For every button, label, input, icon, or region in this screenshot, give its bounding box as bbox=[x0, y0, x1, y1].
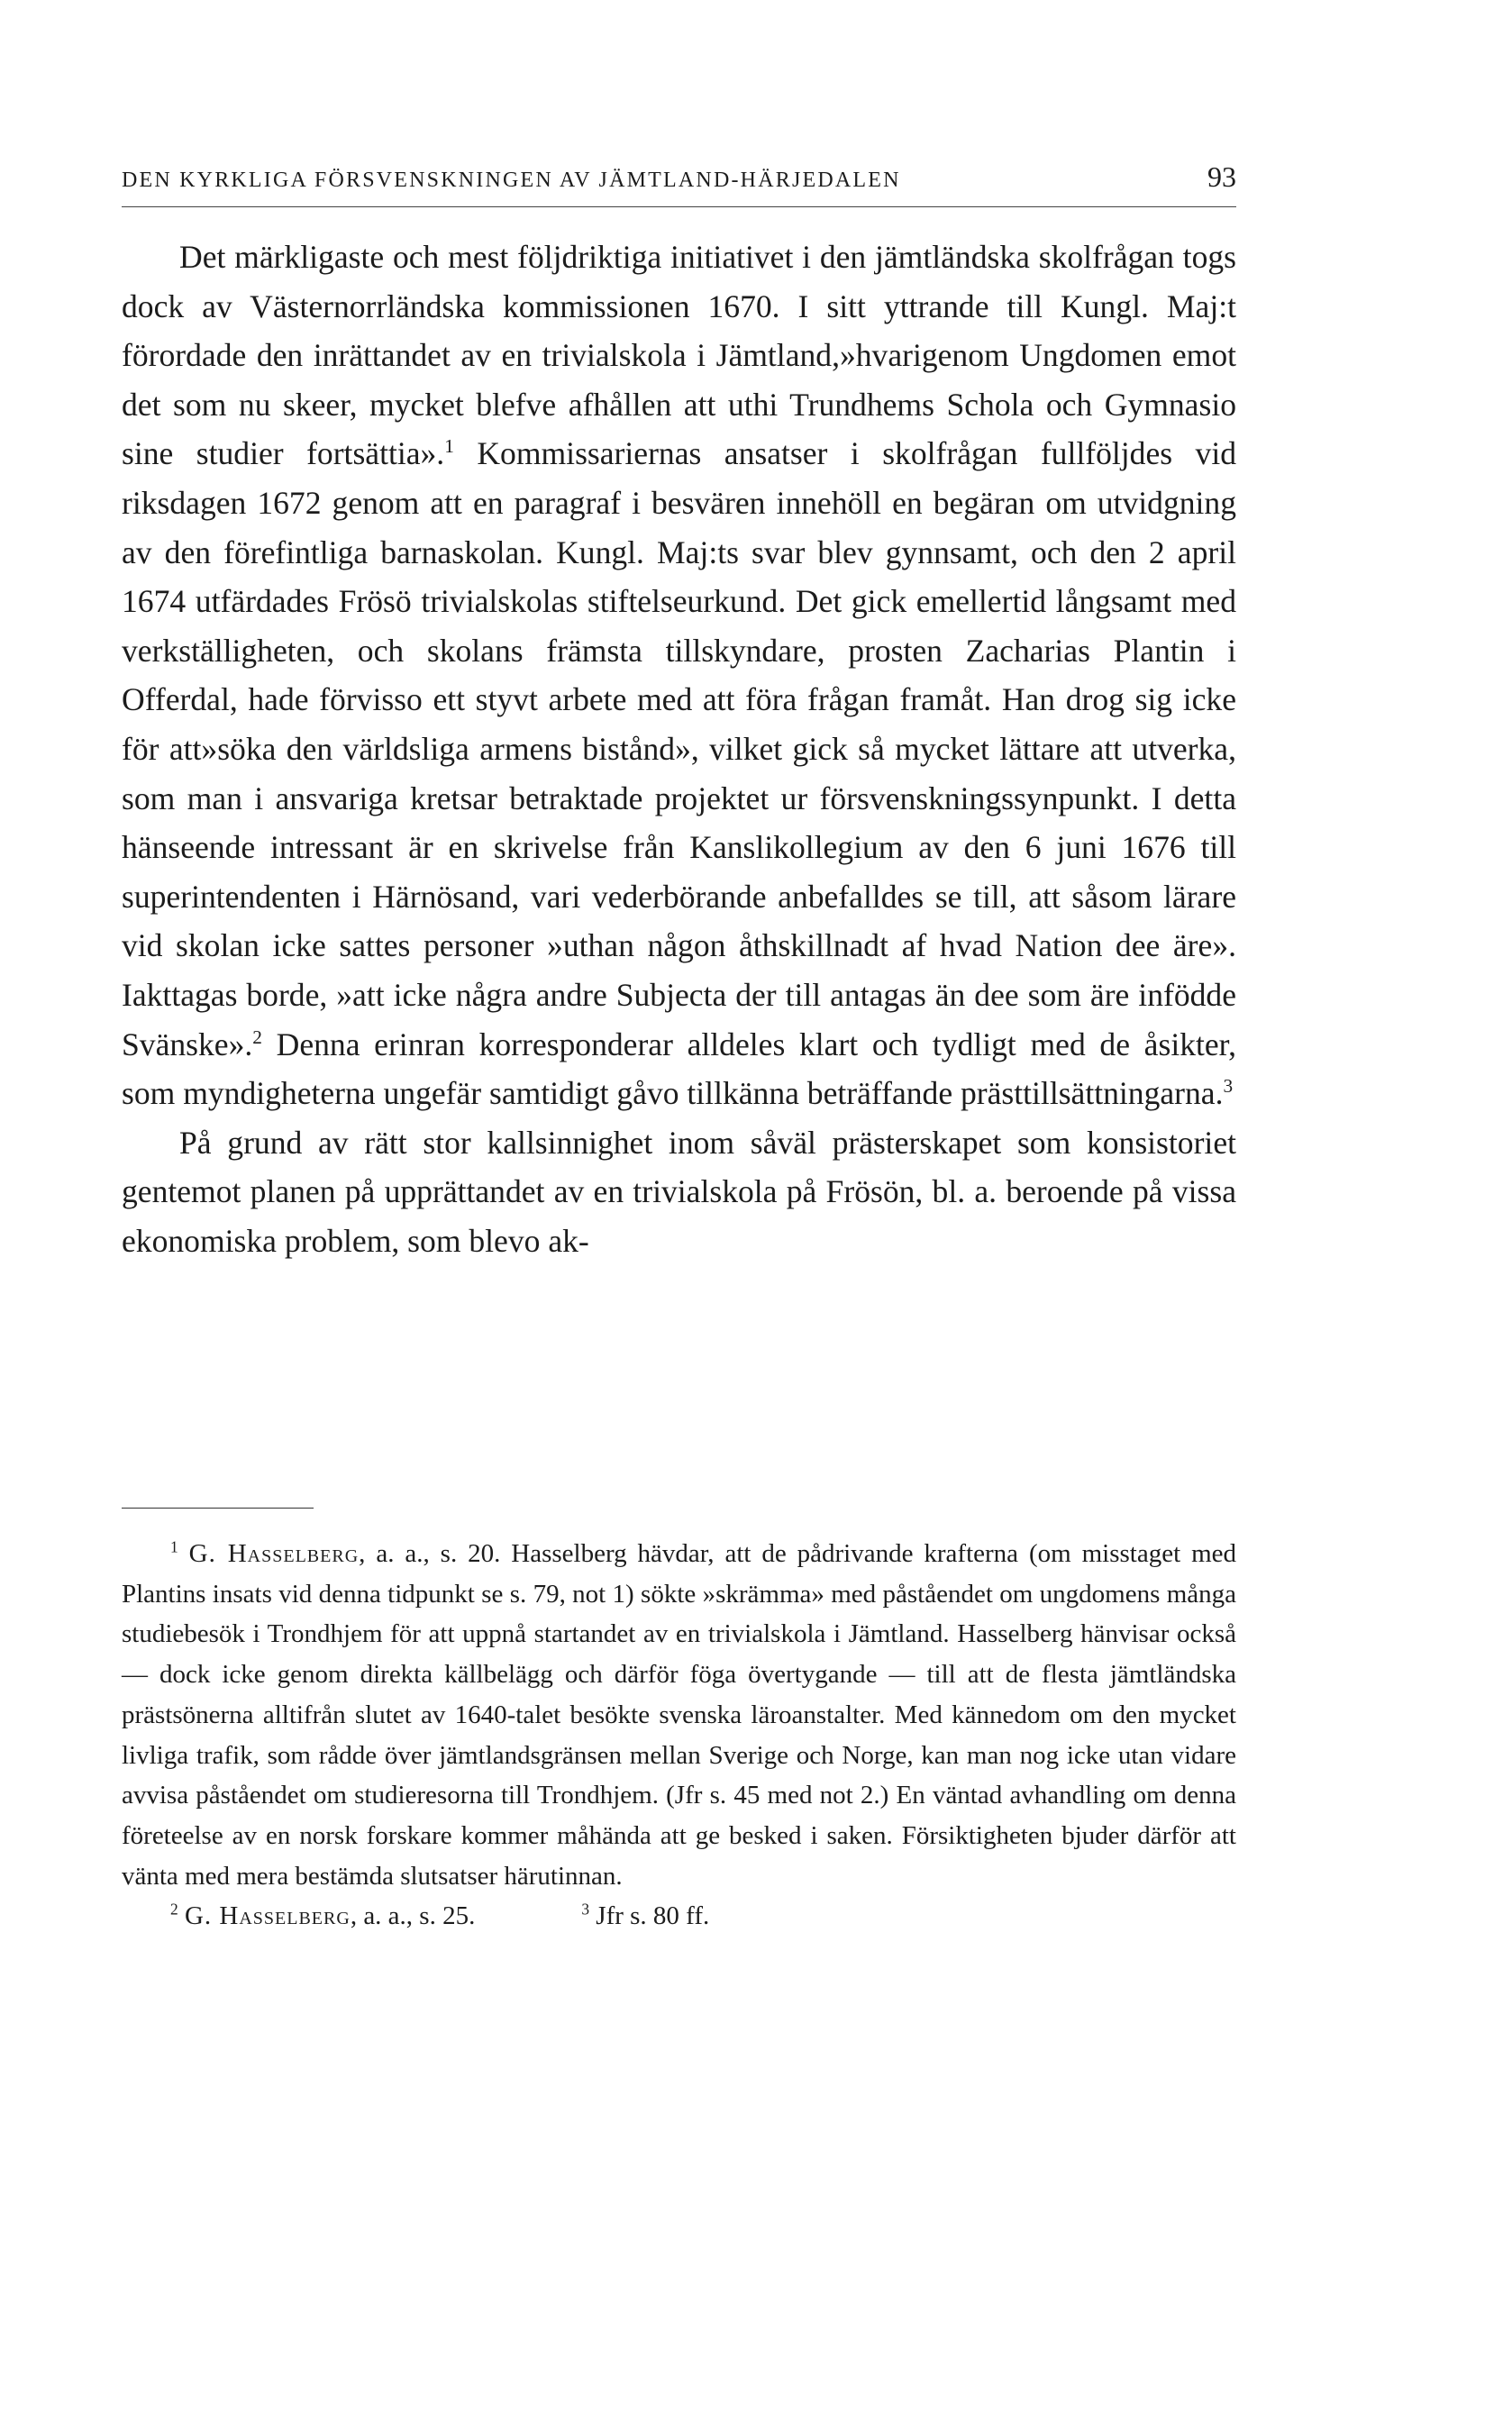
footnote-ref-3: 3 bbox=[1223, 1075, 1234, 1098]
footnote-ref-1: 1 bbox=[444, 435, 454, 458]
footnote-1-marker: 1 bbox=[170, 1537, 178, 1556]
footnote-1-text: , a. a., s. 20. Hasselberg hävdar, att de pådrivande krafterna (om misstaget med Plantins insats vid denna tidpunkt se s. 79, not 1) sökte »skrämma» med påståendet om ungdomens många studiebesök i Trondhjem för att uppnå startandet av en trivialskola i Jämtland. Hasselberg hänvisar också — dock icke genom direkta källbelägg och därför föga övertygande — till att de flesta jämtländska prästsönerna alltifrån slutet av 1640-talet besökte svenska läroanstalter. Med kännedom om den mycket livliga trafik, som rådde över jämtlandsgränsen mellan Sverige och Norge, kan man nog icke utan vidare avvisa påståendet om studieresorna till Trondhjem. (Jfr s. 45 med not 2.) En väntad avhandling om denna företeelse av en norsk forskare kommer måhända att ge besked i saken. Försiktigheten bjuder därför att vänta med mera bestämda slutsatser härutinnan. bbox=[122, 1539, 1236, 1891]
footnote-2-marker: 2 bbox=[170, 1900, 178, 1919]
footnote-3-text: Jfr s. 80 ff. bbox=[596, 1901, 710, 1931]
paragraph-1-part-c: Denna erinran korresponderar alldeles klart och tydligt med de åsikter, som myndigheterna ungefär samtidigt gåvo tillkänna beträffande prästtillsättningarna. bbox=[122, 1026, 1236, 1112]
main-text bbox=[122, 232, 1236, 1265]
paragraph-1-part-b: Kommissariernas ansatser i skolfrågan fullföljdes vid riksdagen 1672 genom att en paragraf i besvären innehöll en begäran om utvidgning av den förefintliga barnaskolan. Kungl. Maj:ts svar blev gynnsamt, och den 2 april 1674 utfärdades Frösö trivialskolas stiftelseurkund. Det gick emellertid långsamt med verkställigheten, och skolans främsta tillskyndare, prosten Zacharias Plantin i Offerdal, hade förvisso ett styvt arbete med att föra frågan framåt. Han drog sig icke för att»söka den världsliga armens bistånd», vilket gick så mycket lättare att utverka, som man i ansvariga kretsar betraktade projektet ur försvenskningssynpunkt. I detta hänseende intressant är en skrivelse från Kanslikollegium av den 6 juni 1676 till superintendenten i Härnösand, vari vederbörande anbefalldes se till, att såsom lärare vid skolan icke sattes personer »uthan någon åthskillnadt af hvad Nation dee äre». Iakttagas borde, »att icke några andre Subjecta der till antagas än dee som äre infödde Svänske». bbox=[122, 435, 1237, 1062]
footnote-1-author: G. Hasselberg bbox=[188, 1539, 360, 1568]
paragraph-1-part-a: Det märkligaste och mest följdriktiga initiativet i den jämtländska skolfrågan togs dock av Västernorrländska kommissionen 1670. I sitt yttrande till Kungl. Maj:t förordade den inrättandet av en trivialskola i Jämtland,»hvarigenom Ungdomen emot det som nu skeer, mycket blefve afhållen att uthi Trundhems Schola och Gymnasio sine studier fortsättia». bbox=[122, 239, 1236, 472]
footnotes bbox=[122, 1534, 1236, 1937]
running-header bbox=[122, 160, 1236, 207]
footnote-3-marker: 3 bbox=[581, 1900, 590, 1919]
footnote-1 bbox=[122, 1534, 1236, 1896]
footnote-ref-2: 2 bbox=[252, 1026, 262, 1048]
page-number: 93 bbox=[1207, 160, 1236, 193]
footnote-separator bbox=[122, 1508, 314, 1509]
footnotes-2-3-row bbox=[122, 1896, 1236, 1937]
paragraph-2: På grund av rätt stor kallsinnighet inom såväl prästerskapet som konsistoriet gentemot planen på upprättandet av en trivialskola på Frösön, bl. a. beroende på vissa ekonomiska problem, som blevo ak- bbox=[122, 1124, 1236, 1259]
running-title: DEN KYRKLIGA FÖRSVENSKNINGEN AV JÄMTLAND-HÄRJEDALEN bbox=[122, 169, 901, 192]
footnote-2-text: , a. a., s. 25. bbox=[350, 1901, 476, 1931]
footnote-2-author: G. Hasselberg bbox=[184, 1901, 351, 1931]
paragraph-1 bbox=[122, 232, 1236, 1118]
